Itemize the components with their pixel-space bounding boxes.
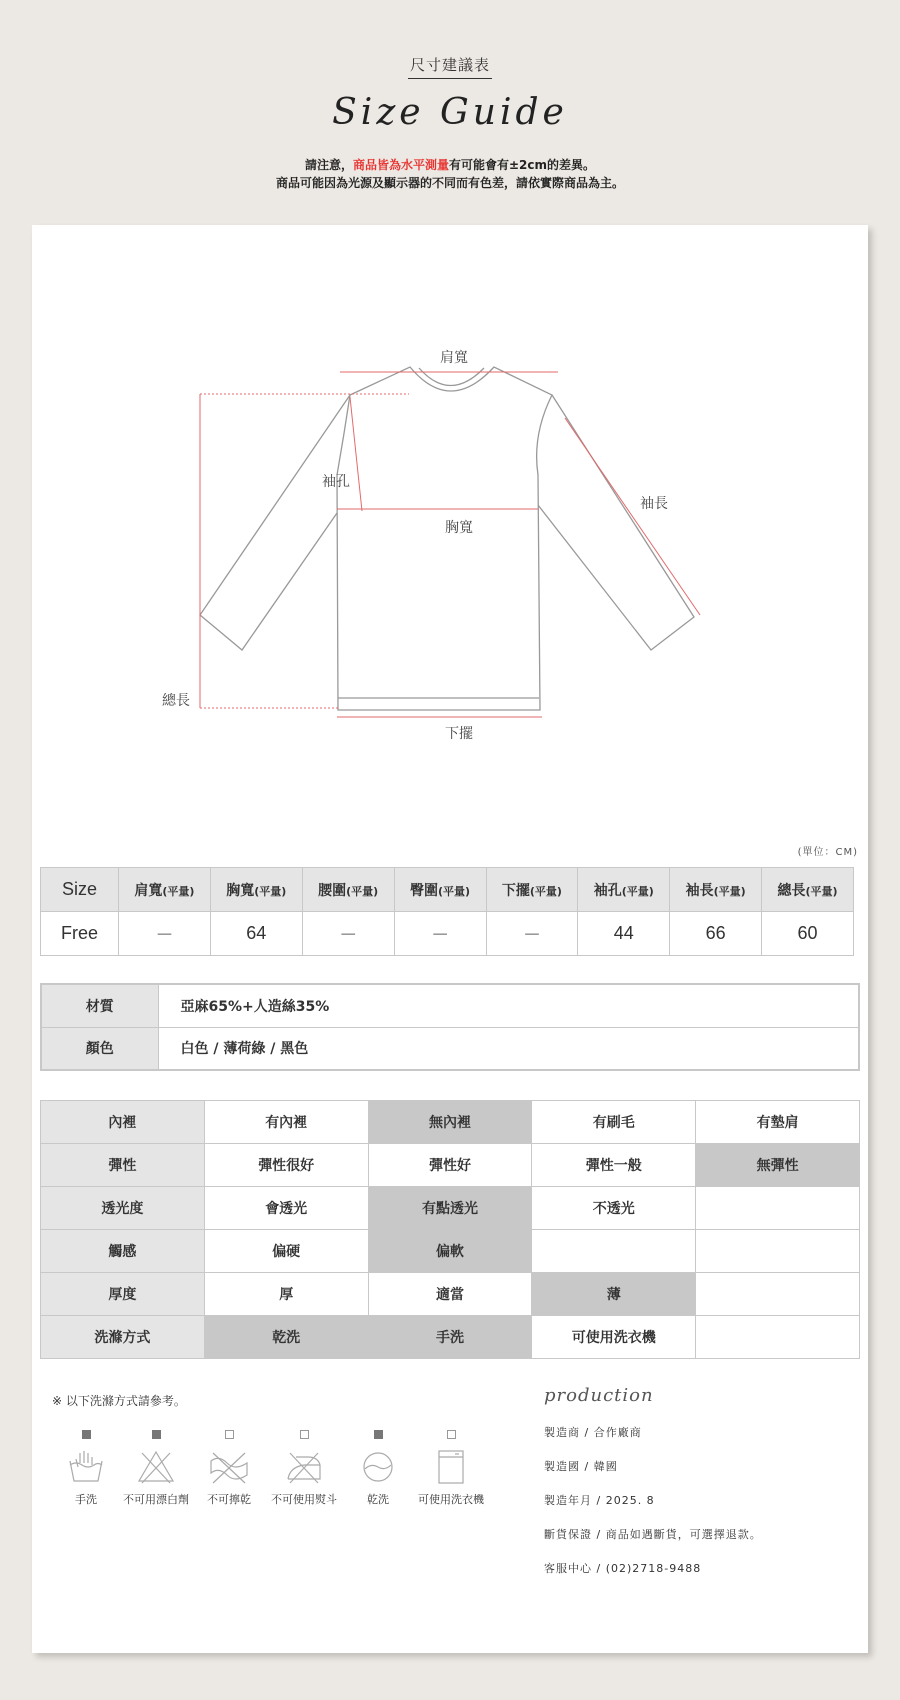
header-cell <box>119 868 211 912</box>
label-armhole: 袖孔 <box>322 474 350 490</box>
measure-value: 64 <box>210 912 302 956</box>
production-line: 製造年月 / 2025. 8 <box>544 1494 655 1507</box>
care-label: 可使用洗衣機 <box>418 1493 484 1506</box>
attribute-key: 透光度 <box>41 1187 205 1230</box>
washing-machine-icon <box>431 1449 471 1485</box>
attribute-key: 洗滌方式 <box>41 1316 205 1359</box>
notice-prefix: 請注意， <box>304 158 353 172</box>
attribute-option: 厚 <box>204 1273 368 1316</box>
attribute-option: 不透光 <box>532 1187 696 1230</box>
attribute-option: 偏硬 <box>204 1230 368 1273</box>
no-iron-icon <box>284 1449 324 1485</box>
attribute-option <box>696 1187 860 1230</box>
sleeve-measure-line <box>565 418 700 615</box>
right-sleeve <box>538 395 694 650</box>
notice-color-disclaimer: 商品可能因為光源及顯示器的不同而有色差，請依實際商品為主。 <box>275 176 624 190</box>
header-note: (平量) <box>529 884 562 898</box>
attribute-row <box>41 1187 860 1230</box>
attribute-option: 彈性好 <box>368 1144 532 1187</box>
info-key: 顏色 <box>41 1027 158 1070</box>
header-cell <box>762 868 854 912</box>
attribute-option: 彈性一般 <box>532 1144 696 1187</box>
notice-highlight: 商品皆為水平測量 <box>352 158 449 172</box>
header-note: (平量) <box>346 884 379 898</box>
attribute-row <box>41 1273 860 1316</box>
measure-value: 66 <box>670 912 762 956</box>
label-length: 總長 <box>162 693 190 709</box>
left-sleeve <box>200 395 350 650</box>
care-checkbox <box>374 1430 383 1439</box>
attribute-option: 乾洗 <box>204 1316 368 1359</box>
attribute-key: 彈性 <box>41 1144 205 1187</box>
attribute-option: 有墊肩 <box>696 1101 860 1144</box>
no-wring-icon <box>209 1449 249 1485</box>
page-header <box>0 0 900 225</box>
customer-service-line: 客服中心 / (02)2718-9488 <box>544 1562 702 1575</box>
header-cell <box>210 868 302 912</box>
attribute-option: 手洗 <box>368 1316 532 1359</box>
measure-value: － <box>486 912 578 956</box>
care-checkbox <box>300 1430 309 1439</box>
label-hem: 下擺 <box>445 726 473 742</box>
size-table <box>40 867 854 956</box>
production-title: production <box>544 1385 654 1406</box>
care-label: 不可使用熨斗 <box>271 1493 337 1506</box>
measurement-notice <box>0 156 900 192</box>
header-name: 袖孔 <box>593 882 622 899</box>
attribute-option: 薄 <box>532 1273 696 1316</box>
attribute-key: 厚度 <box>41 1273 205 1316</box>
attribute-option: 會透光 <box>204 1187 368 1230</box>
attribute-option <box>532 1230 696 1273</box>
attribute-option: 無內裡 <box>368 1101 532 1144</box>
attribute-option <box>696 1230 860 1273</box>
production-line: 製造國 / 韓國 <box>544 1460 618 1473</box>
header-name: 臀圍 <box>410 882 439 899</box>
attribute-key: 觸感 <box>41 1230 205 1273</box>
care-label: 乾洗 <box>367 1493 389 1506</box>
info-row-material <box>41 984 859 1027</box>
attribute-option: 適當 <box>368 1273 532 1316</box>
header-cell <box>486 868 578 912</box>
care-checkbox <box>82 1430 91 1439</box>
info-row-color <box>41 1027 859 1070</box>
header-name: 總長 <box>777 882 806 899</box>
attribute-key: 內裡 <box>41 1101 205 1144</box>
production-line: 製造商 / 合作廠商 <box>544 1426 642 1439</box>
attribute-row <box>41 1316 860 1359</box>
care-item <box>411 1430 491 1507</box>
care-checkbox <box>225 1430 234 1439</box>
attribute-option <box>696 1273 860 1316</box>
garment-diagram <box>32 225 868 845</box>
page-title: Size Guide <box>332 92 568 133</box>
attribute-option: 彈性很好 <box>204 1144 368 1187</box>
subtitle-text: 尺寸建議表 <box>408 54 492 79</box>
dry-clean-icon <box>358 1449 398 1485</box>
attribute-row <box>41 1230 860 1273</box>
attribute-option: 有點透光 <box>368 1187 532 1230</box>
measure-value: － <box>394 912 486 956</box>
armhole-measure-line <box>350 397 362 511</box>
header-note: (平量) <box>162 884 195 898</box>
header-cell <box>394 868 486 912</box>
care-note: ※ 以下洗滌方式請參考。 <box>52 1394 186 1408</box>
header-cell <box>670 868 762 912</box>
size-column-header: Size <box>41 868 119 912</box>
attribute-option <box>696 1316 860 1359</box>
header-name: 下擺 <box>501 882 530 899</box>
measure-value: － <box>302 912 394 956</box>
fabric-attribute-table <box>40 1100 860 1359</box>
attribute-option: 無彈性 <box>696 1144 860 1187</box>
size-value: Free <box>41 912 119 956</box>
care-checkbox <box>447 1430 456 1439</box>
size-guide-card <box>32 225 868 1653</box>
header-cell <box>578 868 670 912</box>
production-info <box>544 1385 844 1586</box>
header-name: 腰圍 <box>318 882 347 899</box>
care-item <box>264 1430 344 1507</box>
attribute-option: 有刷毛 <box>532 1101 696 1144</box>
label-chest: 胸寬 <box>445 520 473 536</box>
care-label: 手洗 <box>75 1493 97 1506</box>
info-value: 亞麻65%+人造絲35% <box>158 984 859 1027</box>
measure-value: 44 <box>578 912 670 956</box>
no-bleach-icon <box>136 1449 176 1485</box>
sweater-neckline <box>419 368 484 386</box>
size-row-free <box>41 912 854 956</box>
header-note: (平量) <box>713 884 746 898</box>
size-table-header <box>41 868 854 912</box>
care-checkbox <box>152 1430 161 1439</box>
attribute-option: 偏軟 <box>368 1230 532 1273</box>
header-name: 胸寬 <box>226 882 255 899</box>
attribute-row <box>41 1101 860 1144</box>
measure-value: － <box>119 912 211 956</box>
header-name: 肩寬 <box>134 882 163 899</box>
info-key: 材質 <box>41 984 158 1027</box>
header-note: (平量) <box>438 884 471 898</box>
attribute-row <box>41 1144 860 1187</box>
care-instructions <box>46 1430 486 1520</box>
attribute-option: 可使用洗衣機 <box>532 1316 696 1359</box>
unit-label: (單位：CM) <box>797 847 858 858</box>
notice-suffix: 有可能會有±2cm的差異。 <box>449 158 596 172</box>
care-item <box>46 1430 126 1507</box>
measure-value: 60 <box>762 912 854 956</box>
header-note: (平量) <box>621 884 654 898</box>
header-cell <box>302 868 394 912</box>
care-label: 不可用漂白劑 <box>123 1493 189 1506</box>
hand-wash-icon <box>66 1449 106 1485</box>
production-line: 斷貨保證 / 商品如遇斷貨，可選擇退款。 <box>544 1528 762 1541</box>
header-name: 袖長 <box>685 882 714 899</box>
sweater-body <box>337 367 552 710</box>
care-label: 不可擰乾 <box>207 1493 251 1506</box>
page-subtitle <box>0 54 900 79</box>
header-note: (平量) <box>805 884 838 898</box>
attribute-option: 有內裡 <box>204 1101 368 1144</box>
info-value: 白色 / 薄荷綠 / 黑色 <box>158 1027 859 1070</box>
header-note: (平量) <box>254 884 287 898</box>
material-color-table <box>40 983 860 1071</box>
label-sleeve: 袖長 <box>640 496 668 512</box>
label-shoulder: 肩寬 <box>440 350 468 366</box>
care-item <box>338 1430 418 1507</box>
care-item <box>189 1430 269 1507</box>
care-item <box>116 1430 196 1507</box>
